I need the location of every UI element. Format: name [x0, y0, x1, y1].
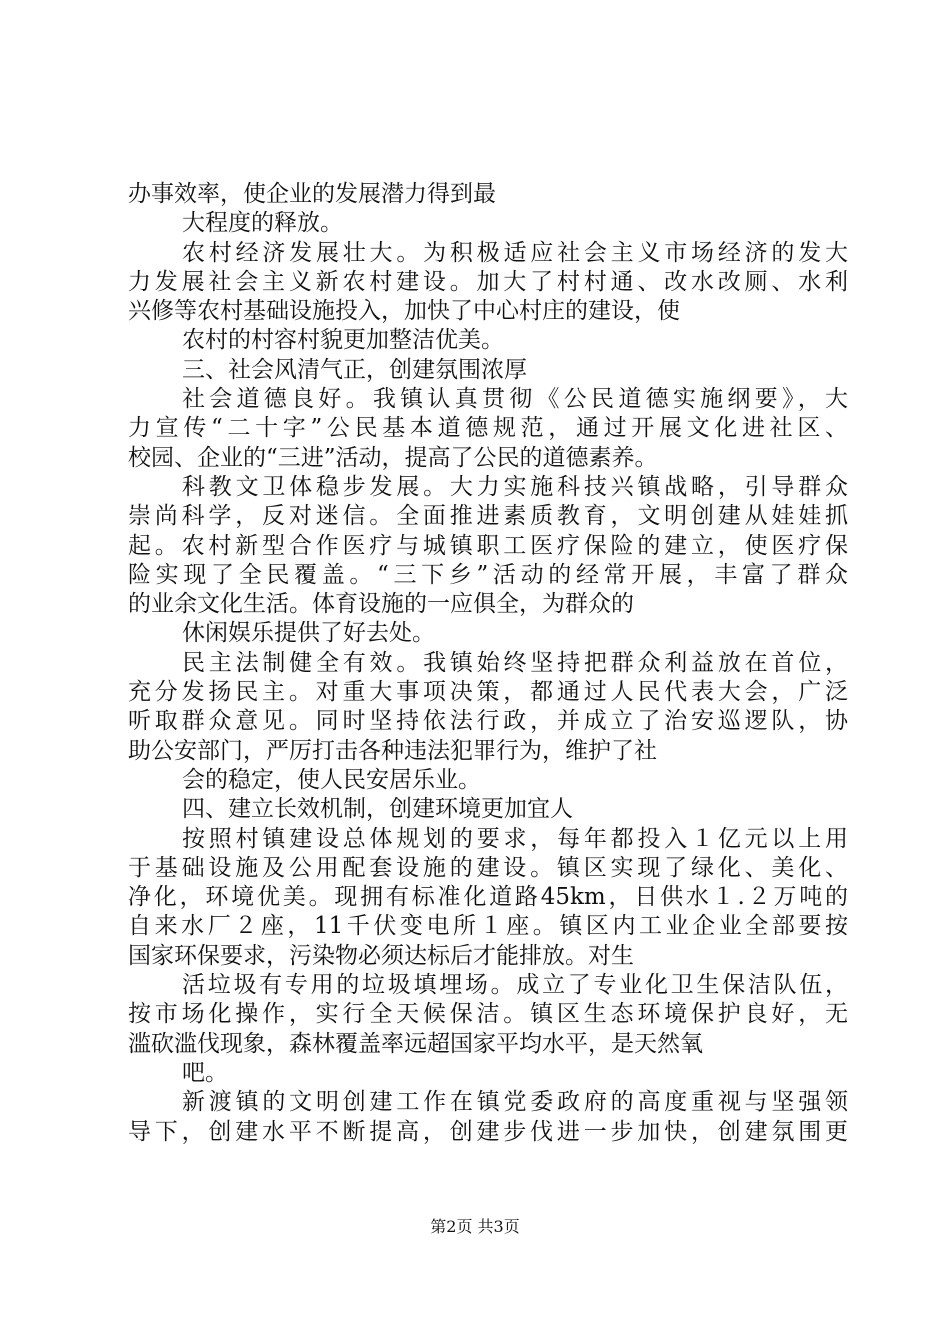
text-line: 活垃圾有专用的垃圾填埋场。成立了专业化卫生保洁队伍， — [182, 972, 848, 999]
text-line: 净化，环境优美。现拥有标准化道路45km，日供水１.２万吨的 — [128, 884, 848, 911]
text-line: 农村的村容村貌更加整洁优美。 — [182, 327, 504, 354]
section-heading: 四、建立长效机制，创建环境更加宜人 — [182, 796, 573, 823]
text-line: 科教文卫体稳步发展。大力实施科技兴镇战略，引导群众 — [182, 473, 848, 500]
text-line: 兴修等农村基础设施投入，加快了中心村庄的建设，使 — [128, 298, 680, 325]
text-line: 险实现了全民覆盖。“三下乡”活动的经常开展，丰富了群众 — [128, 561, 848, 588]
text-line: 国家环保要求，污染物必须达标后才能排放。对生 — [128, 942, 634, 969]
text-line: 起。农村新型合作医疗与城镇职工医疗保险的建立，使医疗保 — [128, 532, 848, 559]
text-line: 滥砍滥伐现象，森林覆盖率远超国家平均水平，是天然氧 — [128, 1030, 703, 1057]
text-line: 充分发扬民主。对重大事项决策，都通过人民代表大会，广泛 — [128, 679, 848, 706]
text-line: 新渡镇的文明创建工作在镇党委政府的高度重视与坚强领 — [182, 1089, 848, 1116]
text-line: 农村经济发展壮大。为积极适应社会主义市场经济的发大 — [182, 239, 848, 266]
text-line: 的业余文化生活。体育设施的一应俱全，为群众的 — [128, 591, 634, 618]
text-line: 力发展社会主义新农村建设。加大了村村通、改水改厕、水利 — [128, 268, 848, 295]
text-line: 自来水厂２座，11千伏变电所１座。镇区内工业企业全部要按 — [128, 913, 848, 940]
text-line: 按照村镇建设总体规划的要求，每年都投入１亿元以上用 — [182, 825, 848, 852]
text-line: 于基础设施及公用配套设施的建设。镇区实现了绿化、美化、 — [128, 854, 848, 881]
text-line: 力宣传“二十字”公民基本道德规范，通过开展文化进社区、 — [128, 415, 848, 442]
section-heading: 三、社会风清气正，创建氛围浓厚 — [182, 356, 527, 383]
text-line: 休闲娱乐提供了好去处。 — [182, 620, 435, 647]
text-line: 导下，创建水平不断提高，创建步伐进一步加快，创建氛围更 — [128, 1118, 848, 1145]
text-line: 按市场化操作，实行全天候保洁。镇区生态环境保护良好，无 — [128, 1001, 848, 1028]
text-line: 社会道德良好。我镇认真贯彻《公民道德实施纲要》，大 — [182, 386, 848, 413]
text-line: 校园、企业的“三进”活动，提高了公民的道德素养。 — [128, 444, 658, 471]
text-line: 助公安部门，严厉打击各种违法犯罪行为，维护了社 — [128, 737, 657, 764]
text-line: 大程度的释放。 — [182, 210, 343, 237]
document-body — [128, 180, 848, 1147]
text-line: 吧。 — [182, 1059, 228, 1086]
page-number-footer: 第2页 共3页 — [430, 1217, 520, 1236]
text-line: 办事效率，使企业的发展潜力得到最 — [128, 181, 496, 207]
text-line: 民主法制健全有效。我镇始终坚持把群众利益放在首位， — [182, 649, 848, 676]
text-line: 听取群众意见。同时坚持依法行政，并成立了治安巡逻队，协 — [128, 708, 848, 735]
text-line: 崇尚科学，反对迷信。全面推进素质教育，文明创建从娃娃抓 — [128, 503, 848, 530]
text-line: 会的稳定，使人民安居乐业。 — [182, 766, 481, 793]
